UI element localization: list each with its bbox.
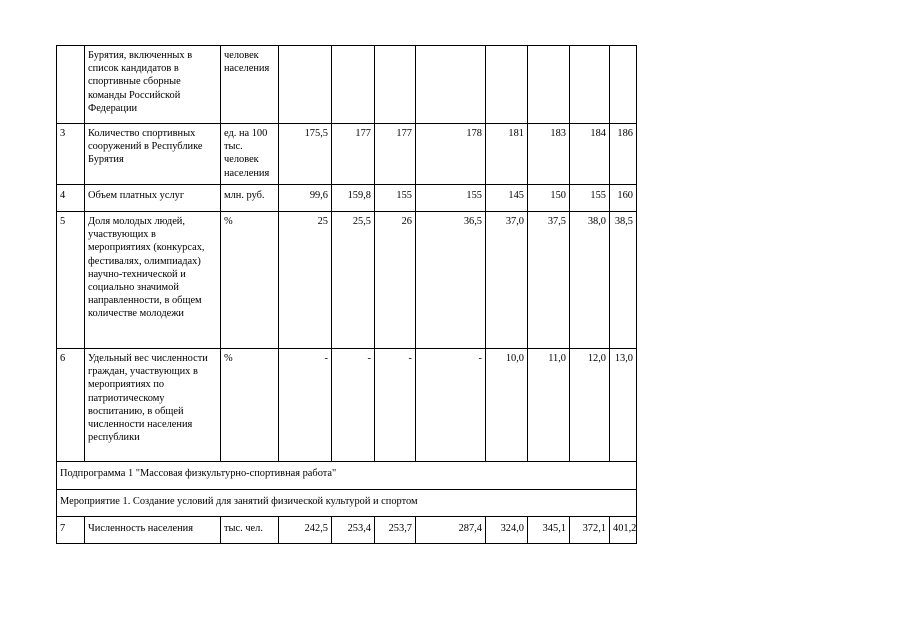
value-cell <box>570 46 610 124</box>
value-cell: 401,2 <box>610 517 637 544</box>
value-cell: 25 <box>279 212 332 349</box>
unit-cell: тыс. чел. <box>221 517 279 544</box>
value-cell: 159,8 <box>332 185 375 212</box>
table-row <box>57 185 637 212</box>
indicator-name: Удельный вес численности граждан, участвующих в мероприятиях по патриотическому воспитанию, в общей численности населения республики <box>85 349 221 462</box>
row-number: 5 <box>57 212 85 349</box>
table-row <box>57 124 637 185</box>
value-cell: - <box>279 349 332 462</box>
table-row <box>57 349 637 462</box>
subprogram-title: Подпрограмма 1 "Массовая физкультурно-спортивная работа" <box>57 462 637 490</box>
value-cell: 155 <box>375 185 416 212</box>
value-cell: 345,1 <box>528 517 570 544</box>
value-cell: 99,6 <box>279 185 332 212</box>
value-cell: - <box>332 349 375 462</box>
table-row <box>57 212 637 349</box>
value-cell: 145 <box>486 185 528 212</box>
value-cell: 177 <box>332 124 375 185</box>
value-cell: 26 <box>375 212 416 349</box>
value-cell: 175,5 <box>279 124 332 185</box>
table-row <box>57 517 637 544</box>
value-cell <box>486 46 528 124</box>
value-cell: 253,4 <box>332 517 375 544</box>
value-cell: 184 <box>570 124 610 185</box>
table-row <box>57 46 637 124</box>
indicator-name: Доля молодых людей, участвующих в мероприятиях (конкурсах, фестивалях, олимпиадах) научно-технической и социально значимой направленности, в общем количестве молодежи <box>85 212 221 349</box>
value-cell: 11,0 <box>528 349 570 462</box>
value-cell <box>279 46 332 124</box>
value-cell: - <box>416 349 486 462</box>
value-cell: 155 <box>416 185 486 212</box>
unit-cell: человек населения <box>221 46 279 124</box>
value-cell: 150 <box>528 185 570 212</box>
value-cell <box>610 46 637 124</box>
value-cell: 25,5 <box>332 212 375 349</box>
row-number: 6 <box>57 349 85 462</box>
value-cell: 324,0 <box>486 517 528 544</box>
value-cell <box>375 46 416 124</box>
value-cell: 177 <box>375 124 416 185</box>
value-cell: 38,0 <box>570 212 610 349</box>
value-cell: 37,5 <box>528 212 570 349</box>
value-cell: 253,7 <box>375 517 416 544</box>
subprogram-row <box>57 462 637 490</box>
value-cell: 372,1 <box>570 517 610 544</box>
row-number: 7 <box>57 517 85 544</box>
indicator-name: Бурятия, включенных в список кандидатов в спортивные сборные команды Российской Федерации <box>85 46 221 124</box>
value-cell: 38,5 <box>610 212 637 349</box>
value-cell: - <box>375 349 416 462</box>
value-cell: 242,5 <box>279 517 332 544</box>
row-number: 4 <box>57 185 85 212</box>
event-title: Мероприятие 1. Создание условий для занятий физической культурой и спортом <box>57 490 637 517</box>
unit-cell: ед. на 100 тыс. человек населения <box>221 124 279 185</box>
value-cell: 181 <box>486 124 528 185</box>
unit-cell: % <box>221 349 279 462</box>
indicators-table <box>56 45 637 544</box>
indicator-name: Численность населения <box>85 517 221 544</box>
unit-cell: % <box>221 212 279 349</box>
value-cell: 178 <box>416 124 486 185</box>
event-row <box>57 490 637 517</box>
value-cell: 13,0 <box>610 349 637 462</box>
value-cell: 155 <box>570 185 610 212</box>
row-number: 3 <box>57 124 85 185</box>
value-cell: 12,0 <box>570 349 610 462</box>
value-cell <box>416 46 486 124</box>
row-number <box>57 46 85 124</box>
value-cell: 37,0 <box>486 212 528 349</box>
value-cell: 186 <box>610 124 637 185</box>
value-cell: 287,4 <box>416 517 486 544</box>
indicator-name: Объем платных услуг <box>85 185 221 212</box>
indicator-name: Количество спортивных сооружений в Республике Бурятия <box>85 124 221 185</box>
value-cell <box>528 46 570 124</box>
value-cell <box>332 46 375 124</box>
unit-cell: млн. руб. <box>221 185 279 212</box>
value-cell: 36,5 <box>416 212 486 349</box>
value-cell: 160 <box>610 185 637 212</box>
value-cell: 183 <box>528 124 570 185</box>
value-cell: 10,0 <box>486 349 528 462</box>
